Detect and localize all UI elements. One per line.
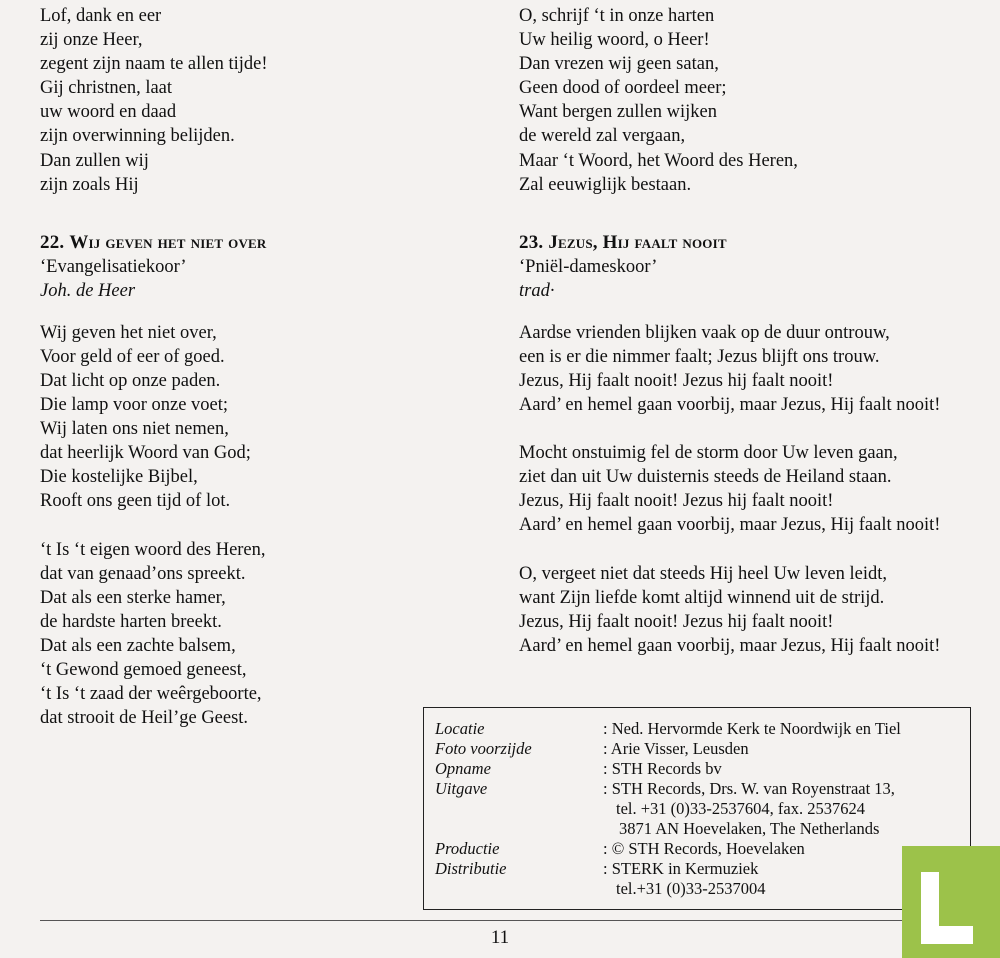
credit-value-line: tel. +31 (0)33-2537604, fax. 2537624 (616, 799, 865, 818)
lyric-line: Die lamp voor onze voet; (40, 395, 229, 416)
lyric-line: Mocht onstuimig fel de storm door Uw leven gaan, (519, 443, 898, 464)
song-22-composer: Joh. de Heer (40, 280, 136, 301)
credit-row-uitgave (435, 779, 970, 839)
lyric-line: dat van genaad’ons spreekt. (40, 563, 246, 584)
credit-row-foto (435, 739, 970, 759)
credit-value-line: : STH Records bv (603, 759, 722, 778)
credit-value (603, 739, 970, 759)
credit-value-line: : Ned. Hervormde Kerk te Noordwijk en Tiel (603, 719, 901, 738)
credit-value-line: : STERK in Kermuziek (603, 859, 759, 878)
lyric-line: Jezus, Hij faalt nooit! Jezus hij faalt nooit! (519, 611, 834, 632)
song-23-composer: trad· (519, 280, 555, 301)
credit-label: Distributie (435, 859, 507, 878)
lyric-line: Jezus, Hij faalt nooit! Jezus hij faalt nooit! (519, 491, 834, 512)
song-title-text: Jezus, Hij faalt nooit (548, 231, 727, 253)
lyric-line: zij onze Heer, (40, 30, 143, 51)
lyric-line: Aard’ en hemel gaan voorbij, maar Jezus, Hij faalt nooit! (519, 635, 941, 656)
lyric-line: Aard’ en hemel gaan voorbij, maar Jezus, Hij faalt nooit! (519, 395, 941, 416)
song-22-choir: ‘Evangelisatiekoor’ (40, 256, 187, 277)
song-23-stanza-2 (519, 441, 989, 537)
lyric-line: Aardse vrienden blijken vaak op de duur ontrouw, (519, 322, 890, 343)
lyric-line: Dat als een zachte balsem, (40, 635, 236, 656)
song-23-stanza-3 (519, 562, 989, 658)
credit-row-opname (435, 759, 970, 779)
lyric-line: Dan zullen wij (40, 150, 149, 171)
lyric-line: Gij christnen, laat (40, 78, 173, 99)
lyric-line: ‘t Is ‘t zaad der weêrgeboorte, (40, 684, 262, 705)
lyric-line: Dat licht op onze paden. (40, 370, 221, 391)
footer-rule (40, 920, 975, 921)
credit-value (603, 759, 970, 779)
page-number: 11 (490, 927, 510, 948)
credit-row-locatie (435, 719, 970, 739)
credit-value-line: : © STH Records, Hoevelaken (603, 839, 805, 858)
left-column (40, 4, 480, 730)
lyric-line: want Zijn liefde komt altijd winnend uit de strijd. (519, 587, 885, 608)
credit-row-distributie (435, 859, 970, 899)
credit-row-productie (435, 839, 970, 859)
song-23-stanza-1 (519, 321, 989, 417)
lyric-line: zijn overwinning belijden. (40, 126, 235, 147)
song-title-text: Wij geven het niet over (69, 231, 267, 253)
lyric-line: Uw heilig woord, o Heer! (519, 30, 710, 51)
lyric-line: Lof, dank en eer (40, 6, 162, 26)
credit-value-line: : Arie Visser, Leusden (603, 739, 749, 758)
lyric-line: ziet dan uit Uw duisternis steeds de Heiland staan. (519, 467, 892, 488)
lyric-line: Die kostelijke Bijbel, (40, 467, 198, 488)
stanza-continued-left (40, 4, 480, 197)
lyric-line: Want bergen zullen wijken (519, 102, 718, 123)
lyric-line: een is er die nimmer faalt; Jezus blijft ons trouw. (519, 346, 880, 367)
song-22-stanza-1 (40, 321, 480, 514)
lyric-line: zijn zoals Hij (40, 174, 139, 195)
lyric-line: de wereld zal vergaan, (519, 126, 686, 147)
credit-value (603, 719, 970, 739)
credit-value (603, 779, 970, 839)
credits-box (423, 707, 971, 910)
lyric-line: Aard’ en hemel gaan voorbij, maar Jezus, Hij faalt nooit! (519, 515, 941, 536)
lyric-line: Maar ‘t Woord, het Woord des Heren, (519, 150, 798, 171)
song-number: 23. (519, 231, 544, 253)
right-column (519, 4, 989, 658)
credit-label: Locatie (435, 719, 485, 738)
credit-value-line: tel.+31 (0)33-2537004 (616, 879, 766, 898)
credit-value-line: 3871 AN Hoevelaken, The Netherlands (619, 819, 880, 838)
credit-value-line: : STH Records, Drs. W. van Royenstraat 13, (603, 779, 895, 798)
lyric-line: Wij laten ons niet nemen, (40, 419, 229, 440)
credit-label: Uitgave (435, 779, 488, 798)
lyric-line: dat heerlijk Woord van God; (40, 443, 251, 464)
lyric-line: Geen dood of oordeel meer; (519, 78, 727, 99)
song-22-stanza-2 (40, 538, 480, 731)
lyric-line: de hardste harten breekt. (40, 611, 222, 632)
stanza-continued-right (519, 4, 989, 197)
lyric-line: Dat als een sterke hamer, (40, 587, 226, 608)
lyric-line: Zal eeuwiglijk bestaan. (519, 174, 692, 195)
lyric-line: zegent zijn naam te allen tijde! (40, 54, 268, 75)
lyric-line: ‘t Is ‘t eigen woord des Heren, (40, 539, 266, 560)
song-number: 22. (40, 231, 65, 253)
lyric-line: uw woord en daad (40, 102, 177, 123)
credit-label: Foto voorzijde (435, 739, 532, 758)
lyric-line: dat strooit de Heil’ge Geest. (40, 708, 249, 729)
song-23-title (519, 231, 989, 255)
lyric-line: Rooft ons geen tijd of lot. (40, 491, 231, 512)
lyric-line: Dan vrezen wij geen satan, (519, 54, 719, 75)
song-22-title (40, 231, 480, 255)
credit-label: Productie (435, 839, 500, 858)
lyric-line: ‘t Gewond gemoed geneest, (40, 659, 247, 680)
lyric-line: Wij geven het niet over, (40, 322, 217, 343)
logo-letter-l-icon (921, 872, 973, 944)
song-23-choir: ‘Pniël-dameskoor’ (519, 256, 658, 277)
credit-label: Opname (435, 759, 491, 778)
lyric-line: O, schrijf ‘t in onze harten (519, 6, 715, 26)
lyric-line: O, vergeet niet dat steeds Hij heel Uw leven leidt, (519, 563, 888, 584)
lyric-line: Voor geld of eer of goed. (40, 346, 225, 367)
lyric-line: Jezus, Hij faalt nooit! Jezus hij faalt nooit! (519, 370, 834, 391)
